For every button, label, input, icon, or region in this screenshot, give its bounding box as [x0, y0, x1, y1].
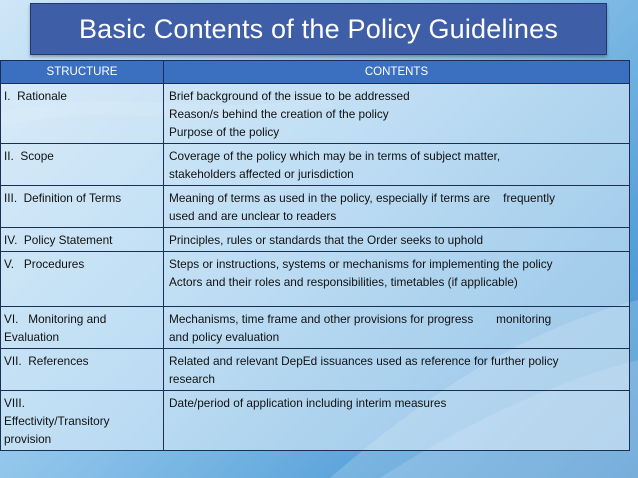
contents-text: Steps or instructions, systems or mechanisms for implementing the policy: [169, 257, 553, 271]
slide-title: Basic Contents of the Policy Guidelines: [78, 13, 559, 44]
structure-text: VIII.: [4, 396, 25, 410]
table-row: [1, 391, 630, 451]
contents-text: Actors and their roles and responsibilities, timetables (if applicable): [169, 275, 518, 289]
structure-cell: [1, 307, 164, 349]
contents-text: research: [169, 372, 215, 386]
structure-cell: [1, 252, 164, 307]
contents-text: Principles, rules or standards that the Order seeks to uphold: [169, 233, 484, 247]
structure-cell: [1, 228, 164, 252]
header-structure: STRUCTURE: [1, 61, 164, 84]
contents-text: and policy evaluation: [169, 330, 280, 344]
structure-cell: [1, 391, 164, 451]
contents-cell: [164, 252, 630, 307]
structure-text: I. Rationale: [4, 89, 67, 103]
contents-text: used and are unclear to readers: [169, 209, 337, 223]
contents-text: Mechanisms, time frame and other provisions for progress monitoring: [169, 312, 552, 326]
structure-text: VI. Monitoring and: [4, 312, 107, 326]
contents-cell: [164, 228, 630, 252]
structure-text: VII. References: [4, 354, 89, 368]
contents-text: Meaning of terms as used in the policy, especially if terms are frequently: [169, 191, 555, 205]
header-contents: CONTENTS: [164, 61, 630, 84]
contents-text: Related and relevant DepEd issuances used as reference for further policy: [169, 354, 559, 368]
table-row: [1, 186, 630, 228]
contents-text: Date/period of application including interim measures: [169, 396, 447, 410]
contents-cell: [164, 144, 630, 186]
contents-cell: [164, 307, 630, 349]
contents-text: Coverage of the policy which may be in terms of subject matter,: [169, 149, 501, 163]
structure-cell: [1, 186, 164, 228]
contents-text: stakeholders affected or jurisdiction: [169, 167, 354, 181]
table-row: [1, 307, 630, 349]
slide-title-box: [30, 3, 607, 55]
contents-text: Purpose of the policy: [169, 125, 280, 139]
structure-cell: [1, 144, 164, 186]
contents-cell: [164, 391, 630, 451]
contents-text: Brief background of the issue to be addressed: [169, 89, 410, 103]
structure-text: III. Definition of Terms: [4, 191, 122, 205]
contents-text: Reason/s behind the creation of the policy: [169, 107, 389, 121]
structure-text: IV. Policy Statement: [4, 233, 113, 247]
table-header-row: [1, 61, 630, 84]
policy-guidelines-table: [0, 60, 630, 451]
table-row: [1, 84, 630, 144]
table-row: [1, 252, 630, 307]
structure-text: Evaluation: [4, 330, 60, 344]
structure-text: V. Procedures: [4, 257, 85, 271]
structure-text: provision: [4, 432, 52, 446]
contents-cell: [164, 84, 630, 144]
table-row: [1, 144, 630, 186]
contents-cell: [164, 186, 630, 228]
structure-text: II. Scope: [4, 149, 54, 163]
structure-cell: [1, 349, 164, 391]
structure-cell: [1, 84, 164, 144]
table-row: [1, 349, 630, 391]
structure-text: Effectivity/Transitory: [4, 414, 110, 428]
contents-cell: [164, 349, 630, 391]
table-row: [1, 228, 630, 252]
